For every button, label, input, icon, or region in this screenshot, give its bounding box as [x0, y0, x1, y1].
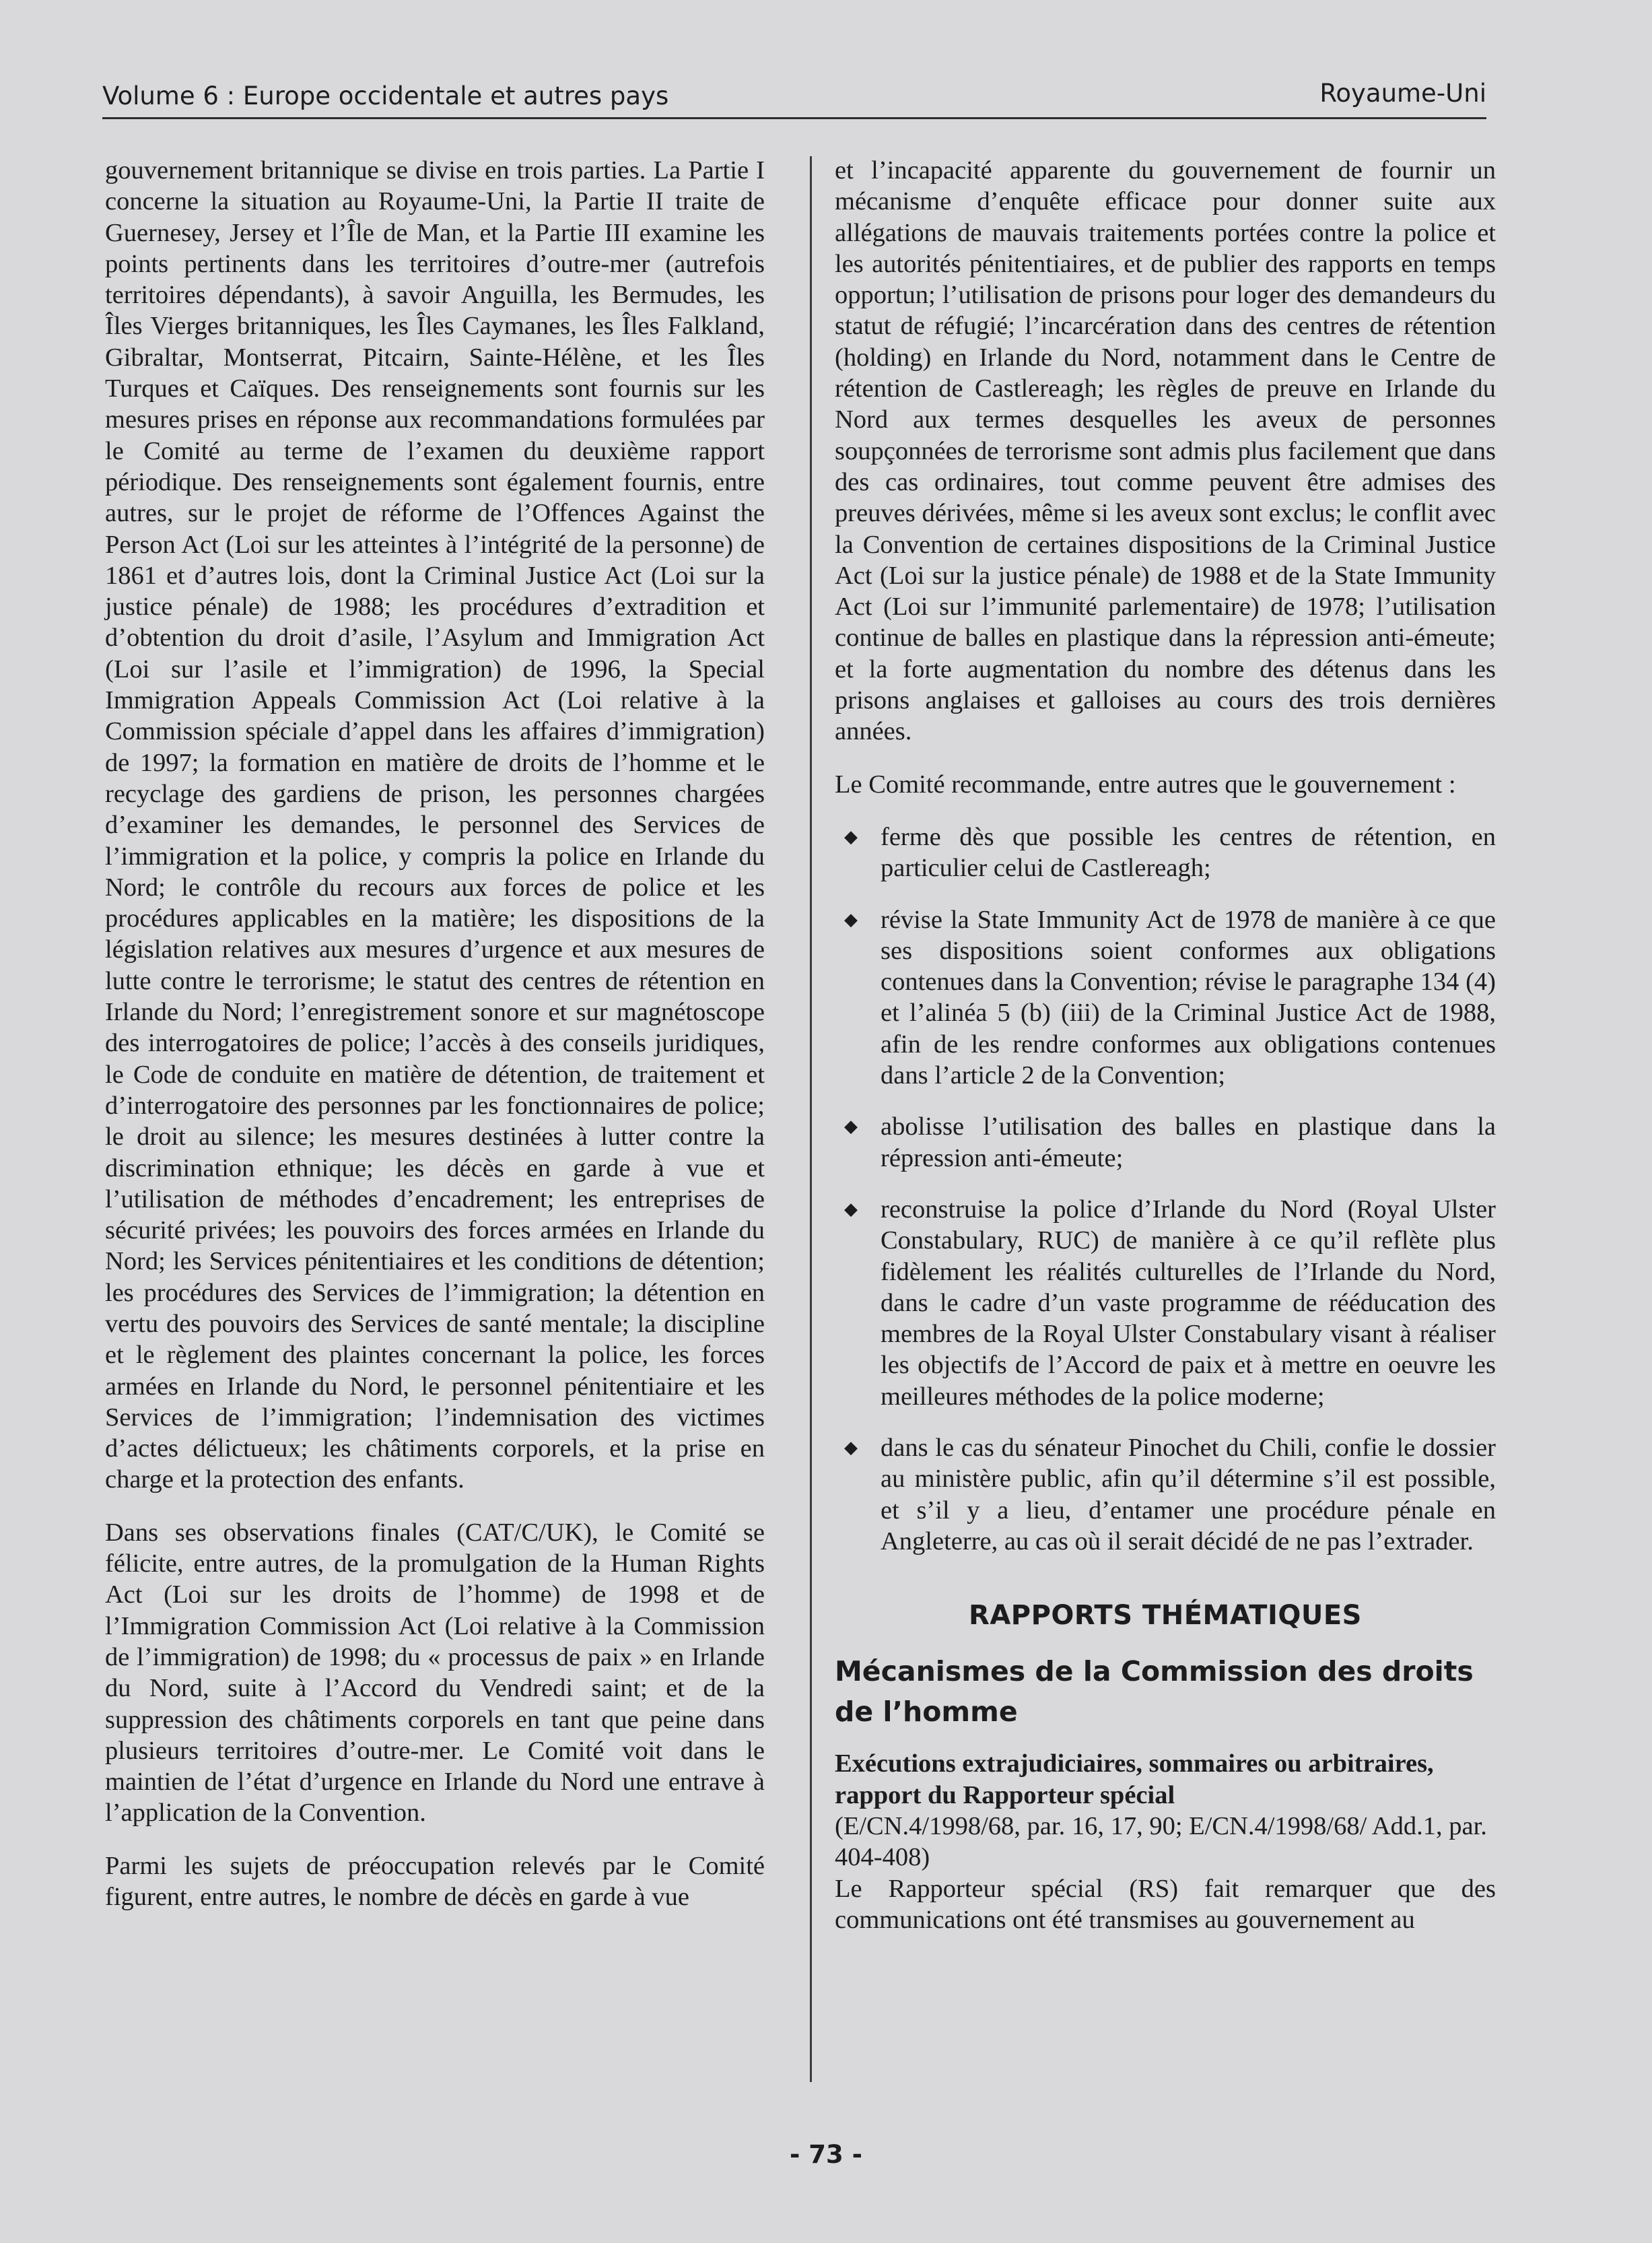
paragraph: gouvernement britannique se divise en trois parties. La Partie I concerne la situation au Royaume-Uni, la Partie II traite de Guernesey, Jersey et l’Île de Man, et la Partie III examine les points pertinents dans les territoires d’outre-mer (autrefois territoires dépendants), à savoir Anguilla, les Bermudes, les Îles Vierges britanniques, les Îles Caymanes, les Îles Falkland, Gibraltar, Montserrat, Pitcairn, Sainte-Hélène, et les Îles Turques et Caïques. Des renseignements sont fournis sur les mesures prises en réponse aux recommandations formulées par le Comité au terme de l’examen du deuxième rapport périodique. Des renseignements sont également fournis, entre autres, sur le projet de réforme de l’Offences Against the Person Act (Loi sur les atteintes à l’intégrité de la personne) de 1861 et d’autres lois, dont la Criminal Justice Act (Loi sur la justice pénale) de 1988; les procédures d’extradition et d’obtention du droit d’asile, l’Asylum and Immigration Act (Loi sur l’asile et l’immigration) de 1996, la Special Immigration Appeals Commission Act (Loi relative à la Commission spéciale d’appel dans les affaires d’immigration) de 1997; la formation en matière de droits de l’homme et le recyclage des gardiens de prison, les personnes chargées d’examiner les demandes, le personnel des Services de l’immigration et la police, y compris la police en Irlande du Nord; le contrôle du recours aux forces de police et les procédures applicables en la matière; les dispositions de la législation relatives aux mesures d’urgence et aux mesures de lutte contre le terrorisme; le statut des centres de rétention en Irlande du Nord; l’enregistrement sonore et sur magnétoscope des interrogatoires de police; l’accès à des conseils juridiques, le Code de conduite en matière de détention, de traitement et d’interrogatoire des personnes par les fonctionnaires de police; le droit au silence; les mesures destinées à lutter contre la discrimination ethnique; les décès en garde à vue et l’utilisation de méthodes d’encadrement; les entreprises de sécurité privées; les pouvoirs des forces armées en Irlande du Nord; les Services pénitentiaires et les conditions de détention; les procédures des Services de l’immigration; la détention en vertu des pouvoirs des Services de santé mentale; la discipline et le règlement des plaintes concernant la police, les forces armées en Irlande du Nord, le personnel pénitentiaire et les Services de l’immigration; l’indemnisation des victimes d’actes délictueux; les châtiments corporels, et la prise en charge et la protection des enfants.: [105, 156, 765, 1494]
running-header: [102, 75, 1486, 119]
column-divider: [810, 156, 812, 2082]
list-item-text: ferme dès que possible les centres de rétention, en particulier celui de Castlereagh;: [881, 822, 1496, 883]
list-item: [835, 1432, 1496, 1557]
page-number: - 73 -: [790, 2140, 862, 2169]
item-reference: (E/CN.4/1998/68, par. 16, 17, 90; E/CN.4/1998/68/ Add.1, par. 404-408): [835, 1812, 1487, 1872]
paragraph: Le Comité recommande, entre autres que le gouvernement :: [835, 770, 1456, 799]
list-item: [835, 1111, 1496, 1174]
diamond-bullet-icon: ◆: [844, 826, 858, 846]
subsection-title: Mécanismes de la Commission des droits de l’homme: [835, 1655, 1474, 1729]
paragraph: Le Rapporteur spécial (RS) fait remarquer que des communications ont été transmises au gouvernement au: [835, 1874, 1496, 1934]
diamond-bullet-icon: ◆: [844, 1199, 858, 1219]
diamond-bullet-icon: ◆: [844, 1116, 858, 1137]
paragraph: et l’incapacité apparente du gouvernement de fournir un mécanisme d’enquête efficace pour donner suite aux allégations de mauvais traitements portées contre la police et les autorités pénitentiaires, et de publier des rapports en temps opportun; l’utilisation de prisons pour loger des demandeurs du statut de réfugié; l’incarcération dans des centres de rétention (holding) en Irlande du Nord, notamment dans le Centre de rétention de Castlereagh; les règles de preuve en Irlande du Nord aux termes desquelles les aveux de personnes soupçonnées de terrorisme sont admis plus facilement que dans des cas ordinaires, tout comme peuvent être admises des preuves dérivées, même si les aveux sont exclus; le conflit avec la Convention de certaines dispositions de la Criminal Justice Act (Loi sur la justice pénale) de 1988 et de la State Immunity Act (Loi sur l’immunité parlementaire) de 1978; l’utilisation continue de balles en plastique dans la répression anti-émeute; et la forte augmentation du nombre des détenus dans les prisons anglaises et galloises au cours des trois dernières années.: [835, 156, 1496, 746]
list-item-text: révise la State Immunity Act de 1978 de manière à ce que ses dispositions soient conformes aux obligations contenues dans la Convention; révise le paragraphe 134 (4) et l’alinéa 5 (b) (iii) de la Criminal Justice Act de 1988, afin de les rendre conformes aux obligations contenues dans l’article 2 de la Convention;: [881, 905, 1496, 1090]
right-column: [835, 155, 1496, 1957]
left-column: [105, 155, 765, 1934]
list-item-text: dans le cas du sénateur Pinochet du Chili, confie le dossier au ministère public, afin qu’il détermine s’il est possible, et s’il y a lieu, d’entamer une procédure pénale en Angleterre, au cas où il serait décidé de ne pas l’extrader.: [881, 1433, 1496, 1555]
list-item: [835, 822, 1496, 884]
paragraph: Dans ses observations finales (CAT/C/UK), le Comité se félicite, entre autres, de la promulgation de la Human Rights Act (Loi sur les droits de l’homme) de 1998 et de l’Immigration Commission Act (Loi relative à la Commission de l’immigration) de 1998; du « processus de paix » en Irlande du Nord, suite à l’Accord du Vendredi saint; et de la suppression des châtiments corporels en tant que peine dans plusieurs territoires d’outre-mer. Le Comité voit dans le maintien de l’état d’urgence en Irlande du Nord une entrave à l’application de la Convention.: [105, 1518, 765, 1828]
paragraph: Parmi les sujets de préoccupation relevés par le Comité figurent, entre autres, le nombre de décès en garde à vue: [105, 1851, 765, 1912]
list-item-text: abolisse l’utilisation des balles en plastique dans la répression anti-émeute;: [881, 1112, 1496, 1172]
list-item: [835, 1194, 1496, 1412]
section-title: RAPPORTS THÉMATIQUES: [969, 1600, 1362, 1632]
diamond-bullet-icon: ◆: [844, 909, 858, 929]
list-item-text: reconstruise la police d’Irlande du Nord (Royal Ulster Constabulary, RUC) de manière à ce qu’il reflète plus fidèlement les réalités culturelles de l’Irlande du Nord, dans le cadre d’un vaste programme de rééducation des membres de la Royal Ulster Constabulary visant à réaliser les objectifs de l’Accord de paix et à mettre en oeuvre les meilleures méthodes de la police moderne;: [881, 1195, 1496, 1411]
item-title: Exécutions extrajudiciaires, sommaires ou arbitraires, rapport du Rapporteur spécial: [835, 1749, 1434, 1809]
recommendation-list: [835, 822, 1496, 1557]
diamond-bullet-icon: ◆: [844, 1437, 858, 1457]
list-item: [835, 904, 1496, 1092]
header-country: Royaume-Uni: [1319, 79, 1486, 108]
header-volume-title: Volume 6 : Europe occidentale et autres pays: [102, 81, 669, 110]
